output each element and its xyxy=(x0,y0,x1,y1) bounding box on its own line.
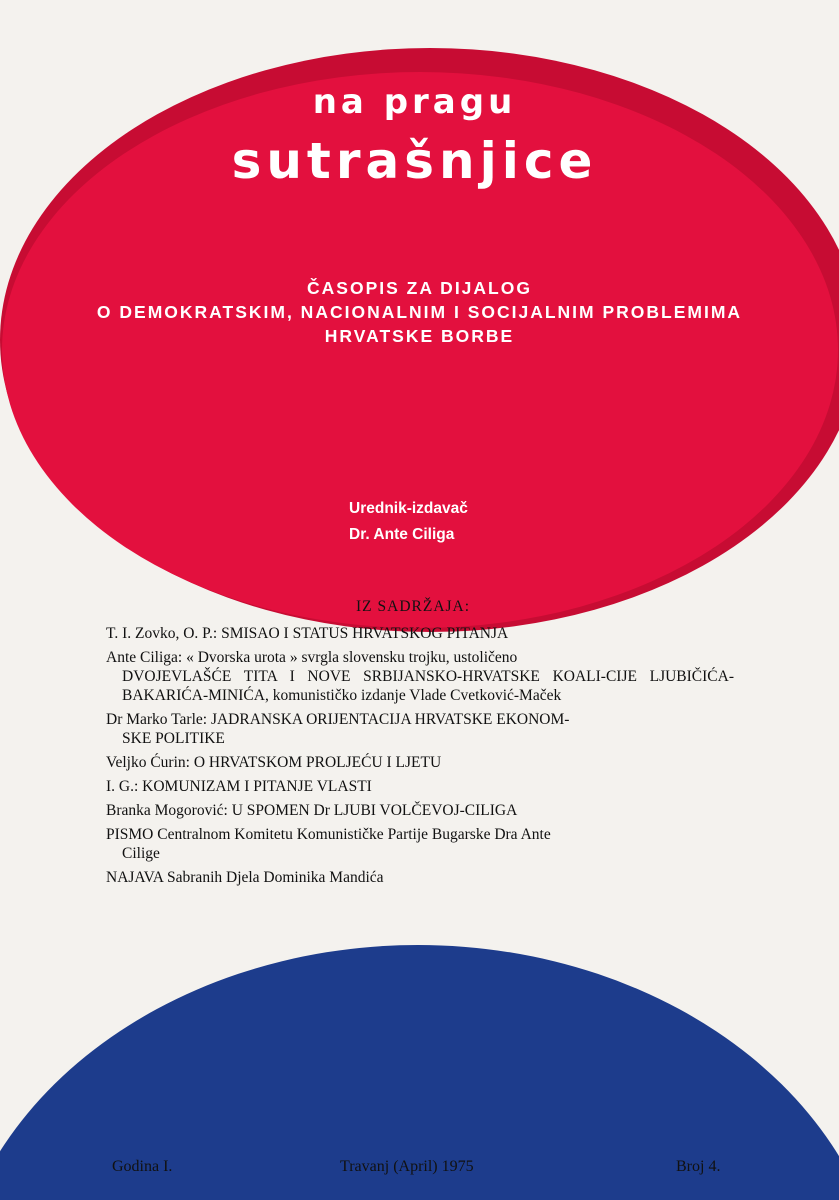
contents-entry xyxy=(106,710,734,748)
subtitle-line3: HRVATSKE BORBE xyxy=(324,326,515,346)
entry-continuation: SKE POLITIKE xyxy=(122,730,225,747)
editor-role: Urednik-izdavač xyxy=(349,500,468,517)
issue-number: Broj 4. xyxy=(676,1158,721,1175)
contents-entry xyxy=(106,648,734,705)
editor-name: Dr. Ante Ciliga xyxy=(349,526,455,543)
contents-entry xyxy=(106,777,734,796)
issue-date: Travanj (April) 1975 xyxy=(340,1158,474,1175)
entry-text: Veljko Ćurin: O HRVATSKOM PROLJEĆU I LJETU xyxy=(106,754,442,771)
contents-entry xyxy=(106,868,734,887)
entry-text: I. G.: KOMUNIZAM I PITANJE VLASTI xyxy=(106,778,372,795)
table-of-contents xyxy=(106,597,734,892)
contents-heading: IZ SADRŽAJA: xyxy=(356,598,471,615)
masthead-title-line2: sutrašnjice xyxy=(231,132,598,190)
masthead-title-line1: na pragu xyxy=(312,82,517,122)
entry-text: Branka Mogorović: U SPOMEN Dr LJUBI VOLČEVOJ-CILIGA xyxy=(106,802,518,819)
issue-year: Godina I. xyxy=(112,1158,173,1175)
entry-text: Dr Marko Tarle: JADRANSKA ORIJENTACIJA HRVATSKE EKONOM- xyxy=(106,711,570,728)
entry-text: NAJAVA Sabranih Djela Dominika Mandića xyxy=(106,869,384,886)
subtitle-line1: ČASOPIS ZA DIJALOG xyxy=(307,278,532,298)
entry-continuation: DVOJEVLAŠĆE TITA I NOVE SRBIJANSKO-HRVATSKE KOALI-CIJE LJUBIČIĆA-BAKARIĆA-MINIĆA, komunističko izdanje Vlade Cvetković-Maček xyxy=(122,668,734,704)
entry-continuation: Cilige xyxy=(122,845,160,862)
entry-text: PISMO Centralnom Komitetu Komunističke Partije Bugarske Dra Ante xyxy=(106,826,551,843)
subtitle xyxy=(0,276,839,348)
contents-entry xyxy=(106,753,734,772)
entry-text: T. I. Zovko, O. P.: SMISAO I STATUS HRVATSKOG PITANJA xyxy=(106,625,509,642)
entry-text: Ante Ciliga: « Dvorska urota » svrgla slovensku trojku, ustoličeno xyxy=(106,649,518,666)
contents-entry xyxy=(106,624,734,643)
contents-entry xyxy=(106,825,734,863)
editor-block xyxy=(349,496,468,548)
subtitle-line2: O DEMOKRATSKIM, NACIONALNIM I SOCIJALNIM PROBLEMIMA xyxy=(96,302,743,322)
contents-entry xyxy=(106,801,734,820)
